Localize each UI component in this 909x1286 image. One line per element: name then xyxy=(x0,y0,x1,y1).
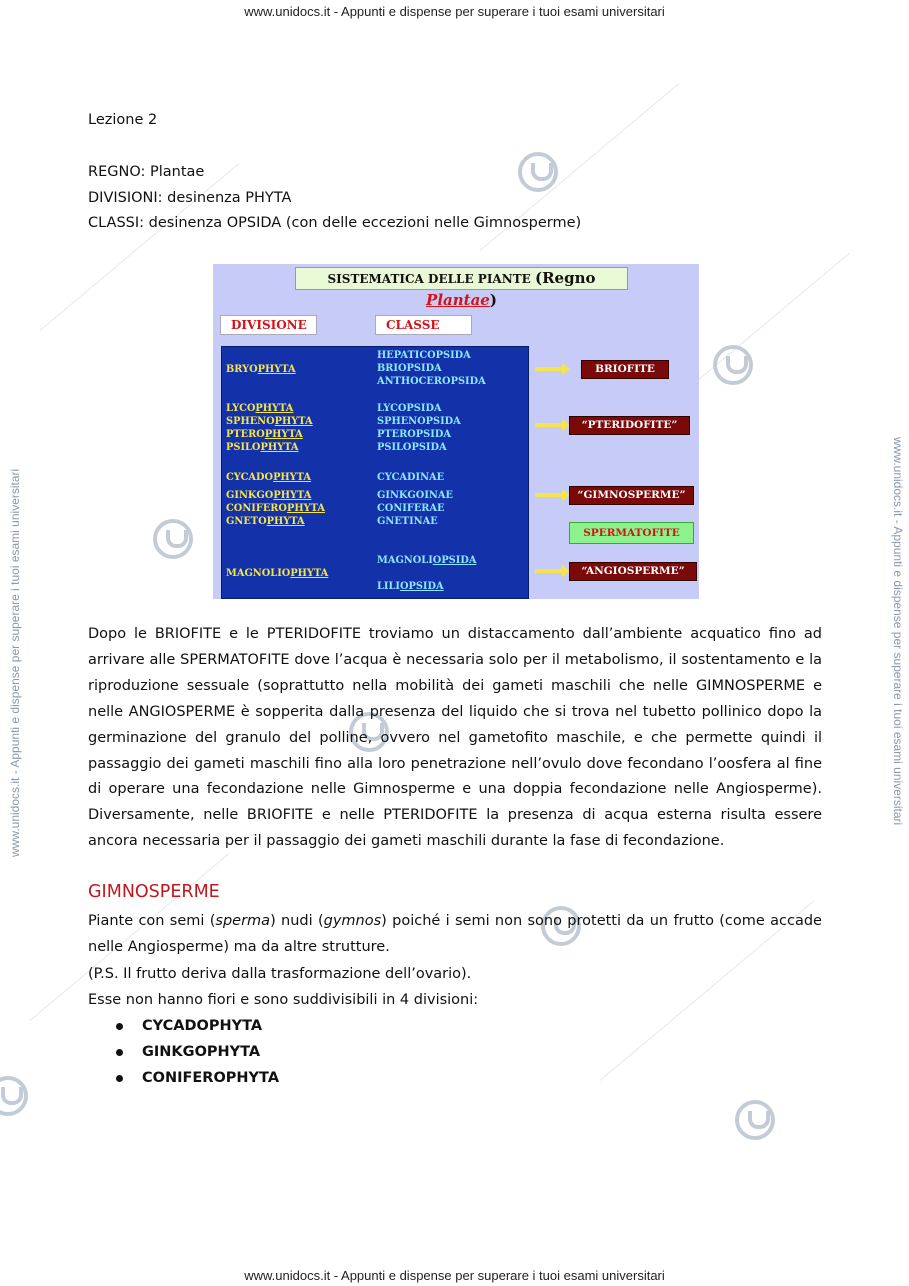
list-intro: Esse non hanno fiori e sono suddivisibili in 4 divisioni: xyxy=(88,992,479,1008)
division-item: LYCOPHYTA xyxy=(226,403,294,414)
division-item: GINKGOPHYTA xyxy=(226,490,312,501)
division-item: MAGNOLIOPHYTA xyxy=(226,568,329,579)
watermark-logo-icon xyxy=(713,345,753,385)
briofite-tag: BRIOFITE xyxy=(581,360,669,379)
class-item: BRIOPSIDA xyxy=(377,363,442,374)
angiosperme-tag: “ANGIOSPERME” xyxy=(569,562,697,581)
division-item: CONIFEROPHYTA xyxy=(226,503,325,514)
classe-header: CLASSE xyxy=(375,315,472,335)
class-item: LILIOPSIDA xyxy=(377,581,444,592)
taxonomy-panel xyxy=(221,346,529,599)
class-item: SPHENOPSIDA xyxy=(377,416,461,427)
division-item: CYCADOPHYTA xyxy=(226,472,312,483)
list-item: CONIFEROPHYTA xyxy=(88,1065,279,1091)
gimnosperme-description: Piante con semi (sperma) nudi (gymnos) poiché i semi non sono protetti da un frutto (come accade nelle Angiosperme) ma da altre strutture. xyxy=(88,913,822,955)
watermark-logo-icon xyxy=(518,152,558,192)
class-item: GINKGOINAE xyxy=(377,490,453,501)
watermark-logo-icon xyxy=(0,1076,28,1116)
division-item: PTEROPHYTA xyxy=(226,429,303,440)
figure-title-regno: (Regno xyxy=(534,269,596,287)
divisione-header: DIVISIONE xyxy=(220,315,317,335)
header-watermark: www.unidocs.it - Appunti e dispense per superare i tuoi esami universitari xyxy=(244,4,665,19)
division-item: PSILOPHYTA xyxy=(226,442,299,453)
section-heading: GIMNOSPERME xyxy=(88,882,220,902)
divisioni-line: DIVISIONI: desinenza PHYTA xyxy=(88,190,292,206)
plant-systematics-figure xyxy=(213,264,699,599)
regno-line: REGNO: Plantae xyxy=(88,164,205,180)
spermatofite-tag: SPERMATOFITE xyxy=(569,522,694,544)
class-item: PSILOPSIDA xyxy=(377,442,447,453)
arrow-icon xyxy=(535,569,563,573)
arrow-icon xyxy=(535,367,563,371)
figure-title-close: ) xyxy=(489,291,497,309)
arrow-icon xyxy=(535,493,563,497)
gimnosperme-tag: “GIMNOSPERME” xyxy=(569,486,694,505)
side-watermark-left: www.unidocs.it - Appunti e dispense per superare i tuoi esami universitari xyxy=(8,468,22,857)
division-item: SPHENOPHYTA xyxy=(226,416,313,427)
division-item: GNETOPHYTA xyxy=(226,516,305,527)
side-watermark-right: www.unidocs.it - Appunti e dispense per superare i tuoi esami universitari xyxy=(891,437,905,826)
class-item: HEPATICOPSIDA xyxy=(377,350,471,361)
class-item: CYCADINAE xyxy=(377,472,445,483)
class-item: MAGNOLIOPSIDA xyxy=(377,555,477,566)
list-item: GINKGOPHYTA xyxy=(88,1039,279,1065)
pteridofite-tag: “PTERIDOFITE” xyxy=(569,416,690,435)
class-item: ANTHOCEROPSIDA xyxy=(377,376,486,387)
lesson-title: Lezione 2 xyxy=(88,112,158,128)
class-item: PTEROPSIDA xyxy=(377,429,451,440)
class-item: GNETINAE xyxy=(377,516,438,527)
figure-title-plantae: Plantae xyxy=(426,291,490,309)
figure-title-text: SISTEMATICA DELLE PIANTE xyxy=(327,272,535,286)
class-item: CONIFERAE xyxy=(377,503,445,514)
footer-watermark: www.unidocs.it - Appunti e dispense per superare i tuoi esami universitari xyxy=(244,1268,665,1283)
body-paragraph: Dopo le BRIOFITE e le PTERIDOFITE troviamo un distaccamento dall’ambiente acquatico fino ad arrivare alle SPERMATOFITE dove l’acqua è necessaria solo per il metabolismo, il sostentamento e la riproduzione sessuale (soprattutto nella mobilità dei gameti maschili che nelle GIMNOSPERME e nelle ANGIOSPERME è sopperita dalla presenza del liquido che si trova nel tubetto pollinico dopo la germinazione del granulo del polline, ovvero nel gametofito maschile, e che permette quindi il passaggio dei gameti maschili fino alla loro penetrazione nell’ovulo dove fecondano l’oosfera al fine di operare una fecondazione nelle Gimnosperme e una doppia fecondazione nelle Angiosperme). Diversamente, nelle BRIOFITE e nelle PTERIDOFITE la presenza di acqua esterna risulta essere ancora necessaria per il passaggio dei gameti maschili durante la fase di fecondazione. xyxy=(88,626,822,850)
classi-line: CLASSI: desinenza OPSIDA (con delle eccezioni nelle Gimnosperme) xyxy=(88,215,582,231)
watermark-logo-icon xyxy=(153,519,193,559)
class-item: LYCOPSIDA xyxy=(377,403,442,414)
watermark-logo-icon xyxy=(735,1100,775,1140)
arrow-icon xyxy=(535,423,563,427)
ps-note: (P.S. Il frutto deriva dalla trasformazione dell’ovario). xyxy=(88,966,472,982)
division-list xyxy=(88,1013,279,1091)
figure-title xyxy=(295,267,628,309)
list-item: CYCADOPHYTA xyxy=(88,1013,279,1039)
division-item: BRYOPHYTA xyxy=(226,364,296,375)
